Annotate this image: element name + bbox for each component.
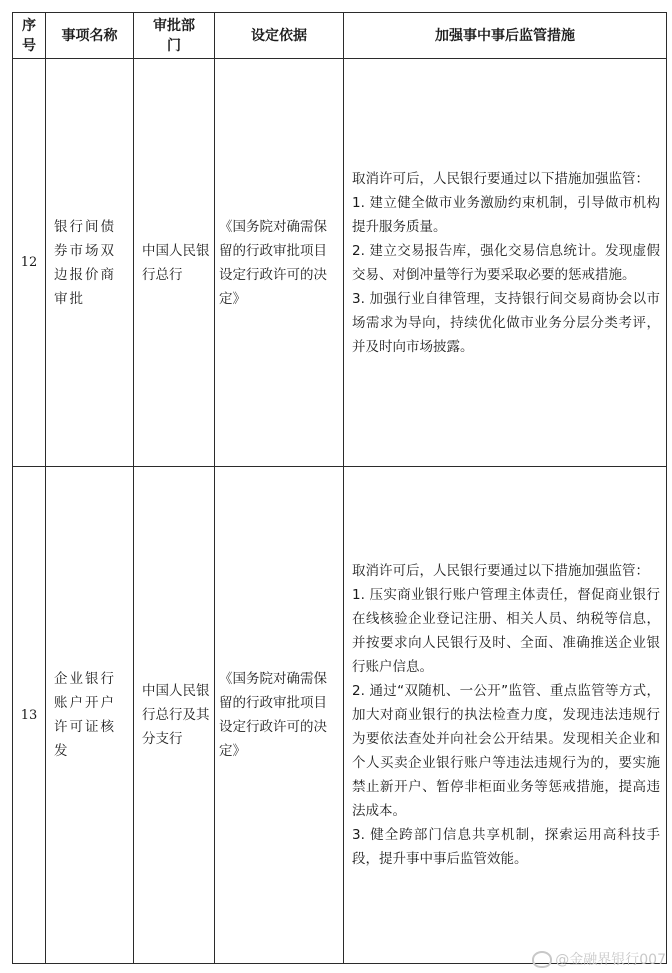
row-seq: 12 [13, 59, 46, 467]
measure-item: 2. 建立交易报告库，强化交易信息统计。发现虚假交易、对倒冲量等行为要采取必要的惩戒措施。 [352, 242, 660, 283]
row-measures [344, 59, 667, 467]
measure-intro: 取消许可后，人民银行要通过以下措施加强监管： [352, 170, 649, 187]
row-dept: 中国人民银行总行及其分支行 [134, 467, 215, 964]
row-dept: 中国人民银行总行 [134, 59, 215, 467]
watermark-text: @金融界银行007 [555, 952, 666, 968]
measure-item: 3. 健全跨部门信息共享机制，探索运用高科技手段，提升事中事后监管效能。 [352, 827, 660, 867]
measure-intro: 取消许可后，人民银行要通过以下措施加强监管： [352, 563, 649, 579]
table-row [13, 59, 667, 467]
row-basis: 《国务院对确需保留的行政审批项目设定行政许可的决定》 [215, 467, 344, 964]
measure-item: 1. 压实商业银行账户管理主体责任，督促商业银行在线核验企业登记注册、相关人员、纳税等信息，并按要求向人民银行及时、全面、准确推送企业银行账户信息。 [352, 587, 660, 675]
row-seq: 13 [13, 467, 46, 964]
header-name: 事项名称 [46, 13, 134, 59]
table-header-row [13, 13, 667, 59]
row-measures [344, 467, 667, 964]
approval-items-table [12, 12, 667, 964]
row-item-name: 银行间债券市场双边报价商审批 [46, 59, 134, 467]
table-row [13, 467, 667, 964]
row-basis: 《国务院对确需保留的行政审批项目设定行政许可的决定》 [215, 59, 344, 467]
header-measures: 加强事中事后监管措施 [344, 13, 667, 59]
measure-item: 3. 加强行业自律管理，支持银行间交易商协会以市场需求为导向，持续优化做市业务分层分类考评，并及时向市场披露。 [352, 290, 660, 355]
header-dept: 审批部门 [134, 13, 215, 59]
row-item-name: 企业银行账户开户许可证核发 [46, 467, 134, 964]
measure-item: 2. 通过“双随机、一公开”监管、重点监管等方式，加大对商业银行的执法检查力度，发现违法违规行为要依法查处并向社会公开结果。发现相关企业和个人买卖企业银行账户等违法违规行为的，要实施禁止新开户、暂停非柜面业务等惩戒措施，提高违法成本。 [352, 683, 660, 819]
header-basis: 设定依据 [215, 13, 344, 59]
header-seq: 序号 [13, 13, 46, 59]
measure-item: 1. 建立健全做市业务激励约束机制，引导做市机构提升服务质量。 [352, 194, 660, 235]
weibo-icon [532, 951, 552, 968]
watermark [532, 949, 666, 969]
